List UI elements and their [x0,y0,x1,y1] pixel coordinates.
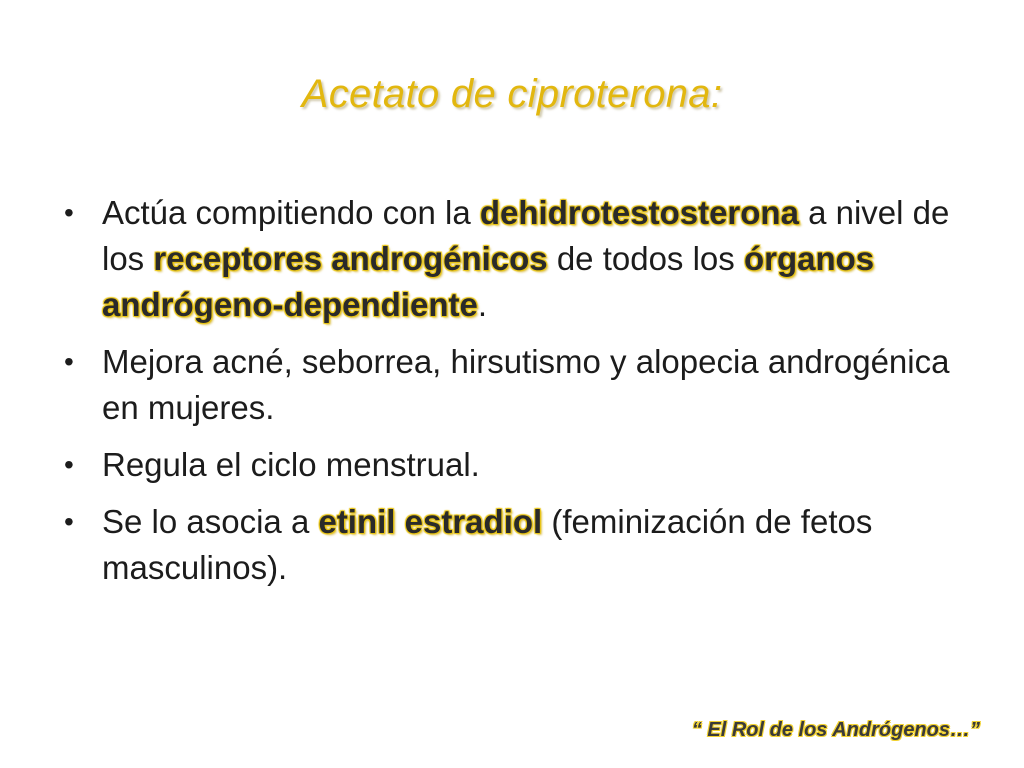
bullet-text-part: Regula el ciclo menstrual. [102,446,480,483]
bullet-text [102,503,872,586]
bullet-item [60,339,965,431]
bullet-item [60,442,965,488]
bullet-item [60,190,965,328]
bullet-item [60,499,965,591]
bullet-text-part: Se lo asocia a [102,503,319,540]
highlighted-term: órganos andrógeno-dependiente [102,240,875,323]
highlighted-term: receptores androgénicos [153,240,548,277]
bullet-dot-icon: • [64,449,74,480]
highlighted-term: dehidrotestosterona [479,194,799,231]
bullet-text-part: Mejora acné, seborrea, hirsutismo y alopecia androgénica en mujeres. [102,343,950,426]
bullet-text-part: de todos los [547,240,744,277]
bullet-text-part: (feminización de fetos masculinos). [102,503,873,586]
footer-note: “ El Rol de los Andrógenos…” [691,719,980,741]
bullet-text-part: Actúa compitiendo con la [102,194,480,231]
bullet-text-part: . [477,286,488,323]
bullet-dot-icon: • [64,197,74,228]
bullet-text [102,343,949,426]
bullet-text [102,194,949,323]
bullet-dot-icon: • [64,506,74,537]
bullet-text [102,446,480,483]
bullet-dot-icon: • [64,346,74,377]
bullet-list [60,190,965,602]
highlighted-term: etinil estradiol [318,503,543,540]
slide-title: Acetato de ciproterona: [301,72,723,116]
bullet-text-part: a nivel de los [102,194,950,277]
